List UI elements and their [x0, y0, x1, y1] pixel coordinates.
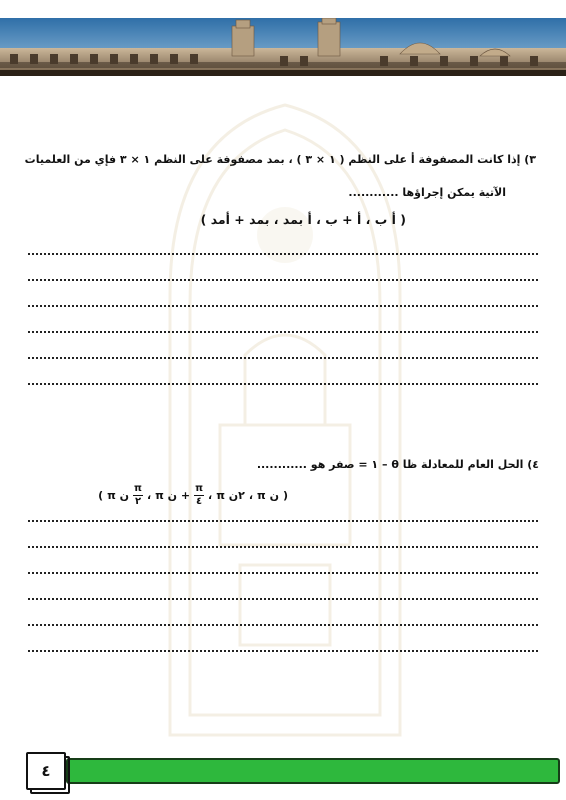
fraction-denominator: ٢	[134, 496, 142, 507]
page-number-box	[26, 752, 66, 790]
answer-line[interactable]	[28, 598, 538, 600]
question-3-options: ( أ ب ، أ + ب ، أ بمد ، بمد + أمد )	[200, 212, 406, 227]
answer-line[interactable]	[28, 279, 538, 281]
answer-line[interactable]	[28, 650, 538, 652]
separator: ،	[146, 489, 152, 502]
fraction-denominator: ٤	[196, 496, 203, 507]
answer-line[interactable]	[28, 383, 538, 385]
answer-line[interactable]	[28, 572, 538, 574]
open-paren: (	[282, 489, 288, 502]
answer-line[interactable]	[28, 520, 538, 522]
option-3-rest: + ن π	[155, 489, 191, 502]
answer-line[interactable]	[28, 253, 538, 255]
answer-line[interactable]	[28, 331, 538, 333]
question-4-line-1: ٤) الحل العام للمعادلة ظا θ – ١ = صفر هو ............	[256, 458, 539, 471]
separator: ،	[248, 489, 254, 502]
page-number: ٤	[41, 762, 51, 780]
answer-line[interactable]	[28, 357, 538, 359]
option-4-fraction	[133, 484, 143, 507]
question-4-options	[98, 484, 288, 507]
option-3-fraction	[194, 484, 204, 507]
option-2: ٢ن π	[216, 489, 245, 502]
answer-line[interactable]	[28, 546, 538, 548]
option-1: ن π	[257, 489, 279, 502]
fraction-numerator: π	[195, 483, 204, 494]
separator: ،	[208, 489, 213, 502]
answer-line[interactable]	[28, 624, 538, 626]
footer-bar	[66, 758, 560, 784]
fraction-numerator: π	[134, 483, 142, 494]
answer-line[interactable]	[28, 305, 538, 307]
option-4-rest: ن π	[107, 489, 130, 502]
question-3-line-1: ٣) إذا كانت المصفوفة أ على النظم ( ١ × ٣ ) ، بمد مصفوفة على النظم ١ × ٣ فإي من العلميات	[24, 153, 536, 166]
header-banner-image	[0, 18, 566, 76]
question-3-line-2: الآتية يمكن إجراؤها ............	[348, 186, 506, 199]
close-paren: )	[98, 489, 104, 502]
